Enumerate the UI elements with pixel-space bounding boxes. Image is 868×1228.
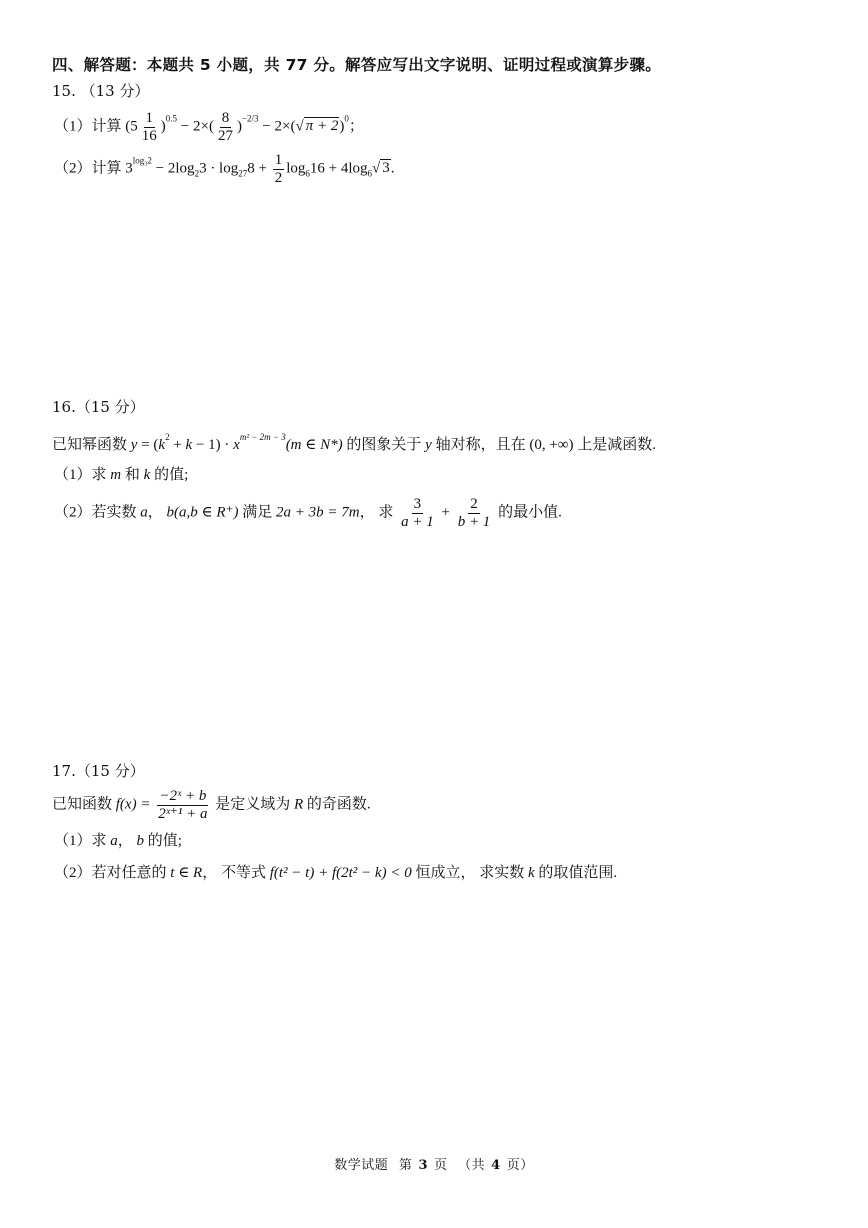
sqrt-symbol: √ <box>372 160 381 177</box>
function-name: f(x) = <box>115 796 155 813</box>
sqrt-body: 3 <box>382 160 390 177</box>
q15-part2 <box>54 152 395 186</box>
q16-stem <box>52 432 656 454</box>
part-label: （2） <box>54 865 92 881</box>
q15-part2-prefix: 计算 <box>91 160 122 177</box>
q17-stem <box>52 788 371 822</box>
part-text: 求 <box>91 833 111 849</box>
q17-part1 <box>54 832 182 850</box>
q15-expr-c-close: ) <box>339 118 345 135</box>
fraction-denominator: 27 <box>217 127 233 144</box>
part-text: 的取值范围. <box>534 865 618 881</box>
footer-page-number: 3 <box>418 1158 428 1173</box>
log-base: 2 <box>194 168 200 179</box>
fraction-1-16 <box>140 110 159 144</box>
q17-part2 <box>54 864 617 882</box>
stem-text: 是定义域为 <box>211 796 294 813</box>
exponent: log₃2 <box>132 155 152 166</box>
fraction-denominator: 16 <box>141 127 157 144</box>
fraction-numerator: 2 <box>470 496 478 512</box>
q17-header: 17.（15 分） <box>52 762 145 780</box>
stem-text: = ( <box>137 437 159 453</box>
term: 16 + 4log <box>309 160 368 177</box>
q15-expr-a-open: (5 <box>125 118 138 135</box>
part-text: 的最小值. <box>494 504 562 521</box>
stem-text: 上是减函数. <box>573 437 656 453</box>
var-y: y <box>130 437 138 453</box>
function-fraction <box>156 788 209 822</box>
stem-text: − 1) · <box>192 437 234 453</box>
page-footer <box>0 1154 868 1173</box>
condition: (m ∈ N*) <box>285 437 343 453</box>
condition: t ∈ R <box>170 865 203 881</box>
stem-text: + <box>169 437 186 453</box>
part-text: 恒成立， 求实数 <box>411 865 528 881</box>
footer-page-pre: 第 <box>398 1158 413 1173</box>
var-r: R <box>294 796 304 813</box>
q16-part2 <box>54 496 562 530</box>
part-text: 若对任意的 <box>91 865 171 881</box>
q15-part1-prefix: 计算 <box>91 118 122 135</box>
stem-text: 已知函数 <box>52 796 116 813</box>
stem-text: 已知幂函数 <box>52 437 131 453</box>
var-k: k <box>527 865 535 881</box>
q15-part2-label: （2） <box>54 160 92 177</box>
part-text: 的值; <box>144 833 182 849</box>
fraction-numerator: 3 <box>413 496 422 512</box>
fraction-8-27 <box>216 110 235 144</box>
var-k: k <box>158 437 166 453</box>
fraction-denominator: b + 1 <box>457 513 491 530</box>
section-heading: 四、解答题：本题共 5 小题，共 77 分。解答应写出文字说明、证明过程或演算步骤。 <box>52 56 662 74</box>
part-text: ， 不等式 <box>202 865 270 881</box>
fraction-3-over-a-plus-1 <box>399 496 436 530</box>
var-a: a <box>110 833 118 849</box>
var-m: m <box>110 467 122 483</box>
q15-expr-op2: − 2×( <box>258 118 296 135</box>
exponent: 0 <box>344 113 349 124</box>
q15-part1-end: ； <box>348 118 364 135</box>
q15-part1-label: （1） <box>54 118 92 135</box>
term: 3 · log <box>199 160 239 177</box>
var-k: k <box>143 467 151 483</box>
var-a: a <box>140 504 148 521</box>
sqrt-symbol: √ <box>295 118 304 135</box>
fraction-denominator: a + 1 <box>401 513 434 530</box>
equation: 2a + 3b = 7m <box>276 504 360 521</box>
q15-expr-b-close: ) <box>236 118 242 135</box>
stem-text: 的图象关于 <box>342 437 426 453</box>
footer-title: 数学试题 <box>334 1158 389 1173</box>
var-x: x <box>233 437 240 453</box>
interval: (0, +∞) <box>529 437 574 453</box>
var-b: b <box>136 833 145 849</box>
part-text: 的值; <box>150 467 189 483</box>
footer-page-post: 页 <box>433 1158 448 1173</box>
part-text: ， <box>147 504 167 521</box>
term: log <box>286 160 306 177</box>
q16-part1 <box>54 466 188 484</box>
fraction-2-over-b-plus-1 <box>456 496 493 530</box>
part-text: 若实数 <box>91 504 141 521</box>
q15-expr-op1: − 2×( <box>177 118 214 135</box>
stem-text: 的奇函数. <box>303 796 371 813</box>
part-text: 和 <box>121 467 144 483</box>
fraction-denominator: 2ˣ⁺¹ + a <box>158 805 208 822</box>
fraction-numerator: 1 <box>274 152 283 168</box>
footer-total-number: 4 <box>491 1158 501 1173</box>
part-text: 求 <box>91 467 111 483</box>
part-label: （1） <box>54 833 92 849</box>
part-label: （2） <box>54 504 92 521</box>
condition: b(a,b ∈ R⁺) <box>166 504 239 521</box>
stem-text: 轴对称，且在 <box>431 437 530 453</box>
term: 8 + <box>247 160 271 177</box>
fraction-numerator: 1 <box>145 110 154 126</box>
fraction-denominator: 2 <box>274 169 283 186</box>
inequality: f(t² − t) + f(2t² − k) < 0 <box>269 865 412 881</box>
q15-part2-end: . <box>390 160 395 177</box>
q15-header: 15. （13 分） <box>52 82 150 100</box>
var-y: y <box>425 437 432 453</box>
q16-header: 16.（15 分） <box>52 398 145 416</box>
q15-part1 <box>54 110 364 144</box>
log-base: 27 <box>238 168 248 179</box>
footer-total-post: 页） <box>506 1158 534 1173</box>
part-text: 满足 <box>238 504 276 521</box>
operator: + <box>437 504 454 521</box>
term-base: 3 <box>125 160 133 177</box>
part-label: （1） <box>54 467 92 483</box>
term: − 2log <box>151 160 195 177</box>
exponent: 0.5 <box>165 113 178 124</box>
fraction-1-2 <box>273 152 285 186</box>
exponent: 2 <box>165 432 170 442</box>
footer-total-pre: （共 <box>458 1158 486 1173</box>
log-base: 6 <box>367 168 373 179</box>
part-text: ， 求 <box>359 504 398 521</box>
part-text: ， <box>117 833 137 849</box>
fraction-numerator: 8 <box>221 110 230 126</box>
exponent: m² − 2m − 3 <box>239 432 286 442</box>
sqrt-body: π + 2 <box>305 118 339 135</box>
var-k: k <box>185 437 193 453</box>
exponent: −2/3 <box>241 113 259 124</box>
q15-expr-a-close: ) <box>160 118 166 135</box>
fraction-numerator: −2ˣ + b <box>159 788 207 804</box>
log-base: 6 <box>305 168 310 179</box>
